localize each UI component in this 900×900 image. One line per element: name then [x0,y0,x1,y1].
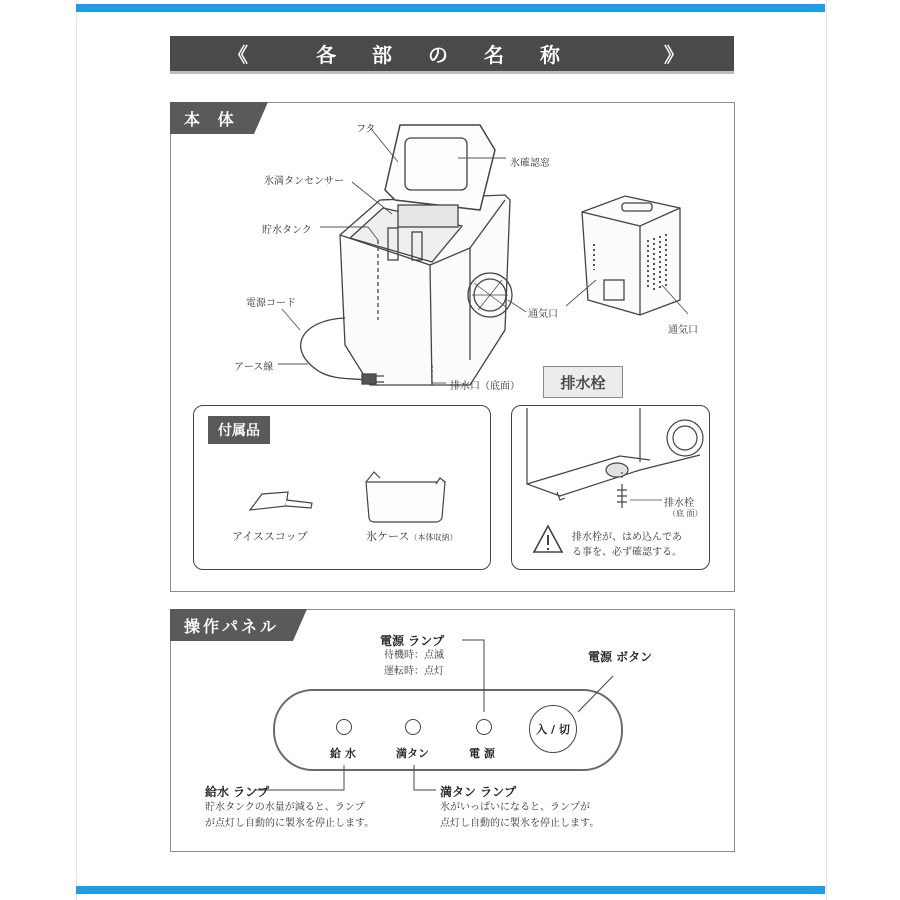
main-body-tab: 本 体 [170,102,254,134]
title-right-mark: 》 [664,43,684,67]
ice-case-note: （本体収納） [409,533,458,542]
warning-line-1: 排水栓が、はめ込んであ [572,532,682,543]
drain-stopper-badge: 排水栓 [543,366,623,398]
ice-case-name: 氷ケース [366,530,410,543]
full-lamp-label: 満タン [396,747,429,760]
label-drain-plug-sub: （底 面） [668,509,703,518]
accessories-tab: 付属品 [208,416,270,444]
label-water-tank: 貯水タンク [262,225,312,236]
label-ground-wire: アース線 [234,362,274,373]
power-button[interactable]: 入 / 切 [529,705,577,753]
title-text: 各部の名称 [316,43,596,67]
full-lamp-desc-1: 氷がいっぱいになると、ランプが [440,802,590,813]
power-button-title: 電源 ボタン [588,650,653,664]
label-drain: 排水口（底面） [450,381,520,392]
label-vent-front: 通気口 [528,309,558,320]
warning-line-2: る事を、必ず確認する。 [572,547,682,558]
label-vent-back: 通気口 [668,325,698,336]
power-lamp-label: 電 源 [469,747,495,760]
full-lamp-title: 満タン ランプ [440,785,517,799]
water-lamp-title: 給水 ランプ [205,785,270,799]
power-lamp-desc-2: 運転時：点灯 [384,666,444,677]
water-lamp-label: 給 水 [330,747,356,760]
water-lamp-desc-2: が点灯し自動的に製氷を停止します。 [205,818,375,829]
label-power-cord: 電源コード [246,298,296,309]
label-drain-plug: 排水栓 [664,498,694,509]
full-lamp-desc-2: 点灯し自動的に製氷を停止します。 [440,818,600,829]
power-lamp-desc-1: 待機時：点滅 [384,650,444,661]
label-lid: フタ [356,124,376,135]
title-left-mark: 《 [228,43,248,67]
label-full-sensor: 氷満タンセンサー [264,176,344,187]
water-lamp-desc-1: 貯水タンクの水量が減ると、ランプ [205,802,365,813]
control-panel-tab: 操作パネル [170,609,293,641]
label-scoop: アイススコップ [232,530,308,543]
label-ice-window: 氷確認窓 [510,158,550,169]
power-lamp-title: 電源 ランプ [380,634,445,648]
